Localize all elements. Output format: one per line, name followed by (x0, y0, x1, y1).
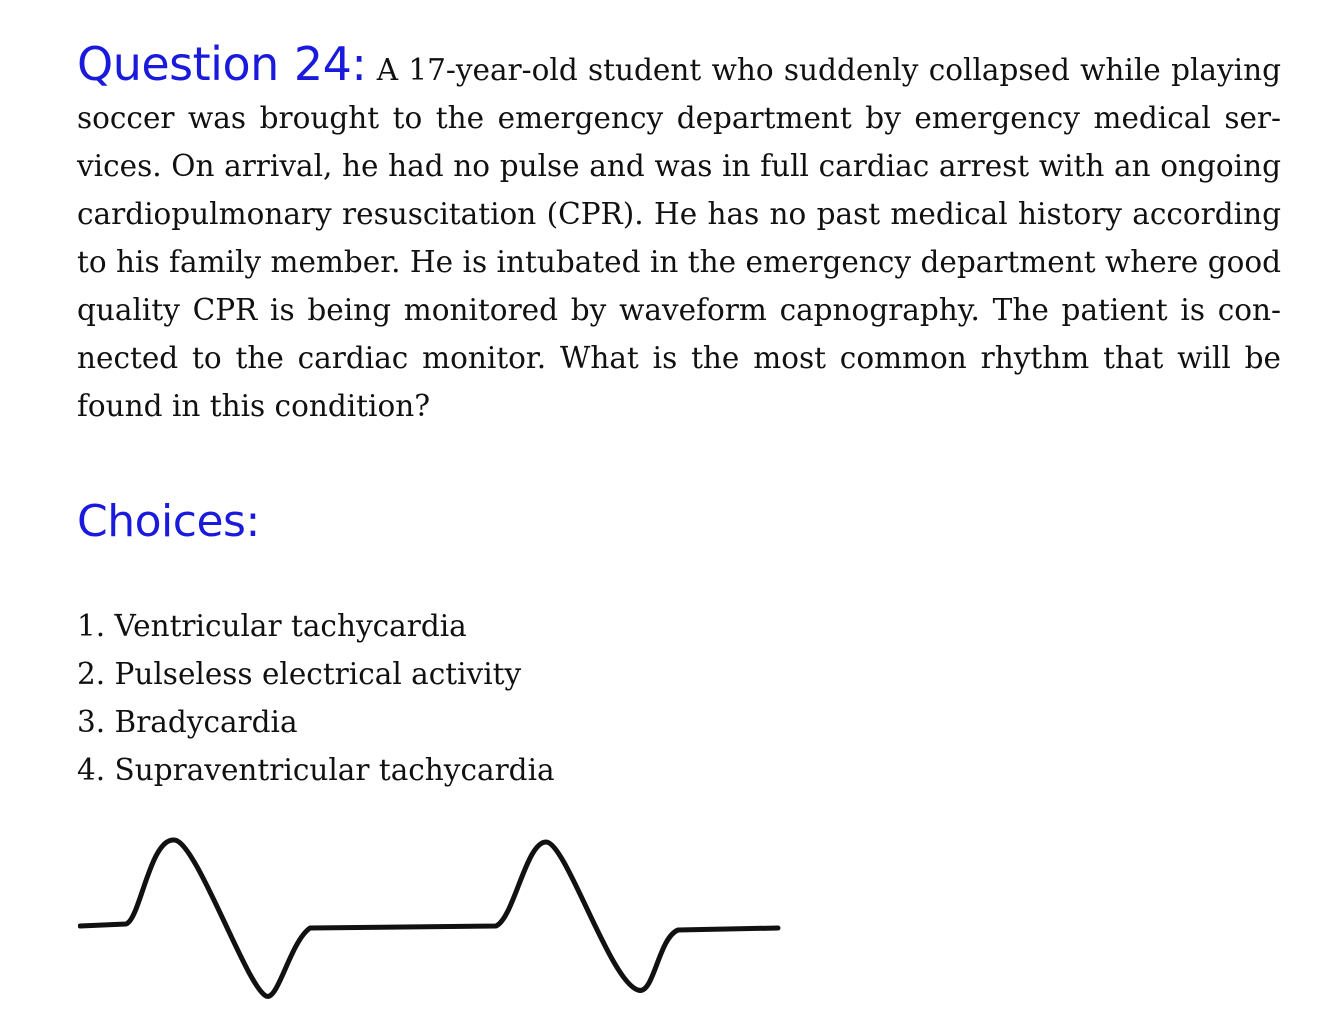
question-paragraph (77, 37, 1281, 430)
choice-item-4: 4. Supraventricular tachycardia (77, 753, 555, 787)
ecg-waveform-line (80, 840, 778, 996)
choice-list (77, 602, 1281, 794)
choice-item-1: 1. Ventricular tachycardia (77, 609, 467, 643)
choice-item-3: 3. Bradycardia (77, 705, 298, 739)
choices-heading: Choices: (77, 496, 260, 547)
choice-item-2: 2. Pulseless electrical activity (77, 657, 522, 691)
ecg-waveform-icon (78, 828, 788, 1008)
question-text: A 17-year-old student who suddenly collapsed while playing soccer was brought to the emergency department by emergency medical services. On arrival, he had no pulse and was in full cardiac arrest with an ongoing cardiopulmonary resuscitation (CPR). He has no past medical history according to his family member. He is intubated in the emergency department where good quality CPR is being monitored by waveform capnography. The patient is connected to the cardiac monitor. What is the most common rhythm that will be found in this condition? (77, 53, 1281, 423)
question-page (77, 37, 1281, 794)
question-label: Question 24: (77, 37, 367, 91)
